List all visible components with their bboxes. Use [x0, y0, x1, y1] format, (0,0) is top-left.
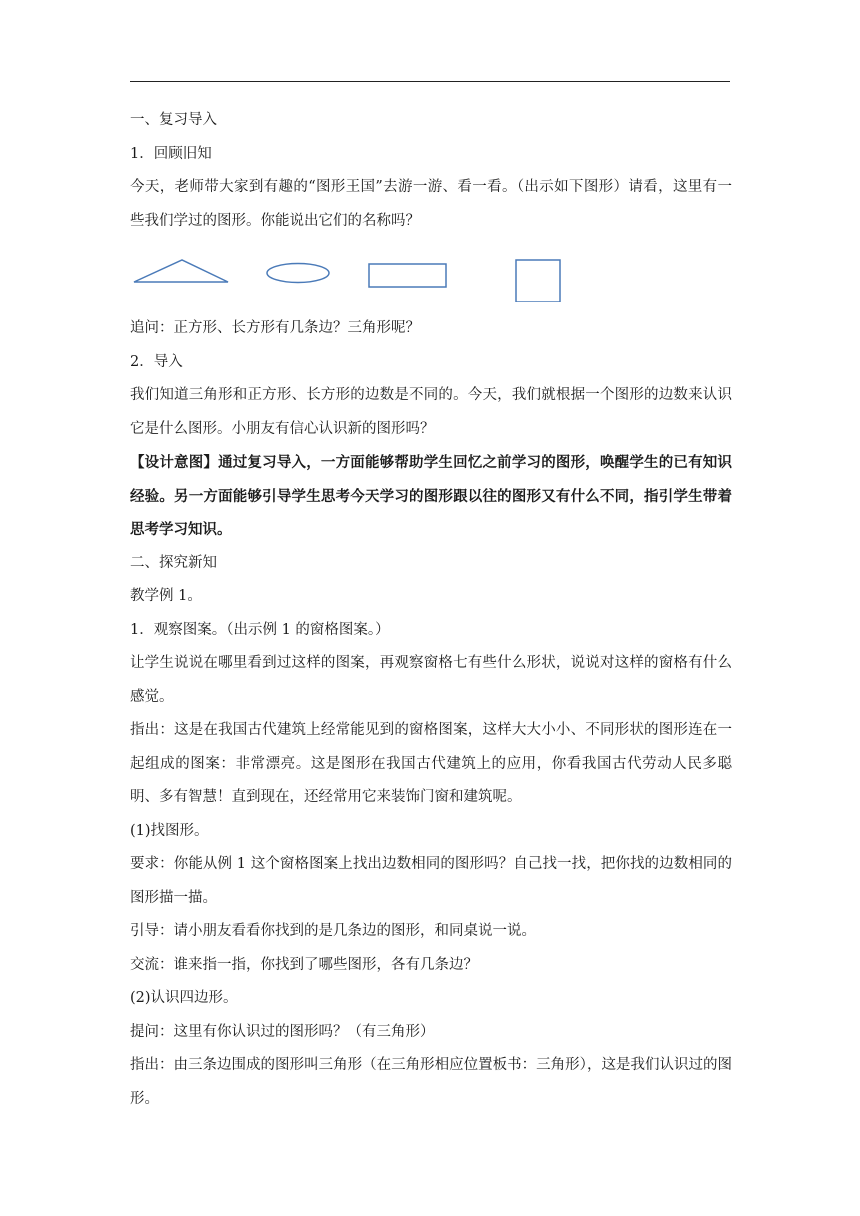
recognize-heading: (2)认识四边形。 [130, 990, 238, 1006]
exchange-paragraph: 交流：谁来指一指，你找到了哪些图形，各有几条边？ [130, 956, 478, 973]
lead-paragraph: 我们知道三角形和正方形、长方形的边数是不同的。今天，我们就根据一个图形的边数来认识它是什么图形。小朋友有信心认识新的图形吗？ [130, 387, 732, 437]
point-out-paragraph-2: 指出：由三条边围成的图形叫三角形（在三角形相应位置板书：三角形），这是我们认识过的图形。 [130, 1057, 732, 1107]
find-shapes-heading: (1)找图形。 [130, 822, 209, 839]
requirement-paragraph: 要求：你能从例 1 这个窗格图案上找出边数相同的图形吗？自己找一找，把你找的边数相同的图形描一描。 [130, 856, 732, 906]
section-heading-review: 一、复习导入 [130, 112, 217, 128]
question-paragraph: 提问：这里有你认识过的图形吗？（有三角形） [130, 1023, 435, 1040]
rectangle-shape [369, 264, 446, 287]
guide-paragraph: 引导：请小朋友看看你找到的是几条边的图形，和同桌说一说。 [130, 923, 536, 939]
step-observe-text: 让学生说说在哪里看到过这样的图案，再观察窗格七有些什么形状，说说对这样的窗格有什么感觉。 [130, 655, 732, 705]
point-out-paragraph: 指出：这是在我国古代建筑上经常能见到的窗格图案，这样大大小小、不同形状的图形连在一起组成的图案：非常漂亮。这是图形在我国古代建筑上的应用，你看我国古代劳动人民多聪明、多有智慧！直到现在，还经常用它来装饰门窗和建筑呢。 [130, 722, 732, 805]
intro-paragraph: 今天，老师带大家到有趣的“图形王国”去游一游、看一看。（出示如下图形）请看，这里有一些我们学过的图形。你能说出它们的名称吗？ [130, 179, 732, 229]
subheading-intro: 2．导入 [130, 353, 183, 370]
shapes-figure [130, 238, 732, 302]
ellipse-shape [267, 264, 329, 283]
square-shape [516, 260, 560, 302]
triangle-shape [134, 260, 228, 282]
design-intent: 【设计意图】通过复习导入，一方面能够帮助学生回忆之前学习的图形，唤醒学生的已有知识经验。另一方面能够引导学生思考今天学习的图形跟以往的图形又有什么不同，指引学生带着思考学习知识。 [130, 454, 732, 538]
subheading-recall: 1．回顾旧知 [130, 145, 212, 162]
example-label: 教学例 1。 [130, 588, 202, 604]
document-body [130, 104, 732, 1116]
section-heading-explore: 二、探究新知 [130, 554, 217, 571]
shapes-svg [130, 238, 732, 302]
header-rule [130, 81, 730, 82]
followup-question: 追问：正方形、长方形有几条边？三角形呢？ [130, 320, 420, 336]
step-observe: 1．观察图案。（出示例 1 的窗格图案。） [130, 621, 390, 638]
